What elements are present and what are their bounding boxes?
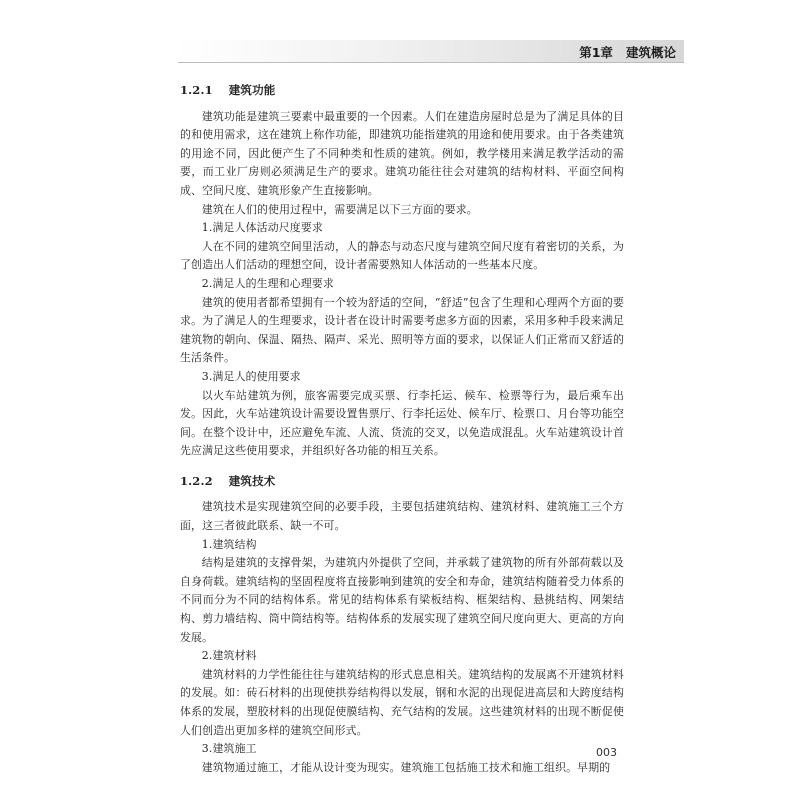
- paragraph: 建筑功能是建筑三要素中最重要的一个因素。人们在建造房屋时总是为了满足具体的目的和使用需求，这在建筑上称作功能，即建筑功能指建筑的用途和使用要求。由于各类建筑的用途不同，因此便产生了不同种类和性质的建筑。例如，教学楼用来满足教学活动的需要，而工业厂房则必须满足生产的要求。建筑功能往往会对建筑的结构材料、平面空间构成、空间尺度、建筑形象产生直接影响。: [180, 109, 624, 197]
- paragraph: 建筑在人们的使用过程中，需要满足以下三方面的要求。: [201, 202, 478, 216]
- paragraph: 建筑技术是实现建筑空间的必要手段，主要包括建筑结构、建筑材料、建筑施工三个方面，这三者彼此联系、缺一不可。: [180, 500, 624, 533]
- paragraph: 建筑的使用者都希望拥有一个较为舒适的空间，“舒适”包含了生理和心理两个方面的要求。为了满足人的生理要求，设计者在设计时需要考虑多方面的因素，采用多种手段来满足建筑物的朝向、保温、隔热、隔声、采光、照明等方面的要求，以保证人们正常而又舒适的生活条件。: [180, 295, 624, 365]
- section-heading: [180, 472, 624, 491]
- page-number: 003: [596, 746, 617, 759]
- page-body: [180, 81, 624, 777]
- paragraph: 人在不同的建筑空间里活动，人的静态与动态尺度与建筑空间尺度有着密切的关系，为了创造出人们活动的理想空间，设计者需要熟知人体活动的一些基本尺度。: [180, 239, 624, 272]
- section-heading: [180, 81, 624, 100]
- chapter-title: 第1章 建筑概论: [579, 45, 676, 60]
- section-number: 1.2.1: [180, 83, 213, 97]
- running-header-bar: [178, 40, 684, 63]
- subheading: 1.建筑结构: [201, 537, 257, 551]
- paragraph: 结构是建筑的支撑骨架，为建筑内外提供了空间，并承载了建筑物的所有外部荷载以及自身荷载。建筑结构的坚固程度将直接影响到建筑的安全和寿命，建筑结构随着受力体系的不同而分为不同的结构体系。常见的结构体系有梁板结构、框架结构、悬挑结构、网架结构、剪力墙结构、筒中筒结构等。结构体系的发展实现了建筑空间尺度向更大、更高的方向发展。: [180, 556, 624, 644]
- subheading: 2.建筑材料: [201, 649, 257, 663]
- subheading: 2.满足人的生理和心理要求: [201, 276, 334, 290]
- subheading: 3.建筑施工: [201, 742, 257, 756]
- paragraph: 以火车站建筑为例，旅客需要完成买票、行李托运、候车、检票等行为，最后乘车出发。因此，火车站建筑设计需要设置售票厅、行李托运处、候车厅、检票口、月台等功能空间。在整个设计中，还应避免车流、人流、货流的交叉，以免造成混乱。火车站建筑设计首先应满足这些使用要求，并组织好各功能的相互关系。: [180, 388, 624, 458]
- subheading: 1.满足人体活动尺度要求: [201, 221, 323, 235]
- section-number: 1.2.2: [180, 473, 213, 488]
- subheading: 3.满足人的使用要求: [201, 369, 301, 383]
- paragraph: 建筑物通过施工，才能从设计变为现实。建筑施工包括施工技术和施工组织。早期的: [201, 760, 611, 774]
- paragraph: 建筑材料的力学性能往往与建筑结构的形式息息相关。建筑结构的发展离不开建筑材料的发展。如：砖石材料的出现使拱券结构得以发展，钢和水泥的出现促进高层和大跨度结构体系的发展，塑胶材料的出现促使膜结构、充气结构的发展。这些建筑材料的出现不断促使人们创造出更加多样的建筑空间形式。: [180, 667, 624, 737]
- section-title: 建筑技术: [228, 473, 276, 488]
- section-title: 建筑功能: [228, 83, 276, 97]
